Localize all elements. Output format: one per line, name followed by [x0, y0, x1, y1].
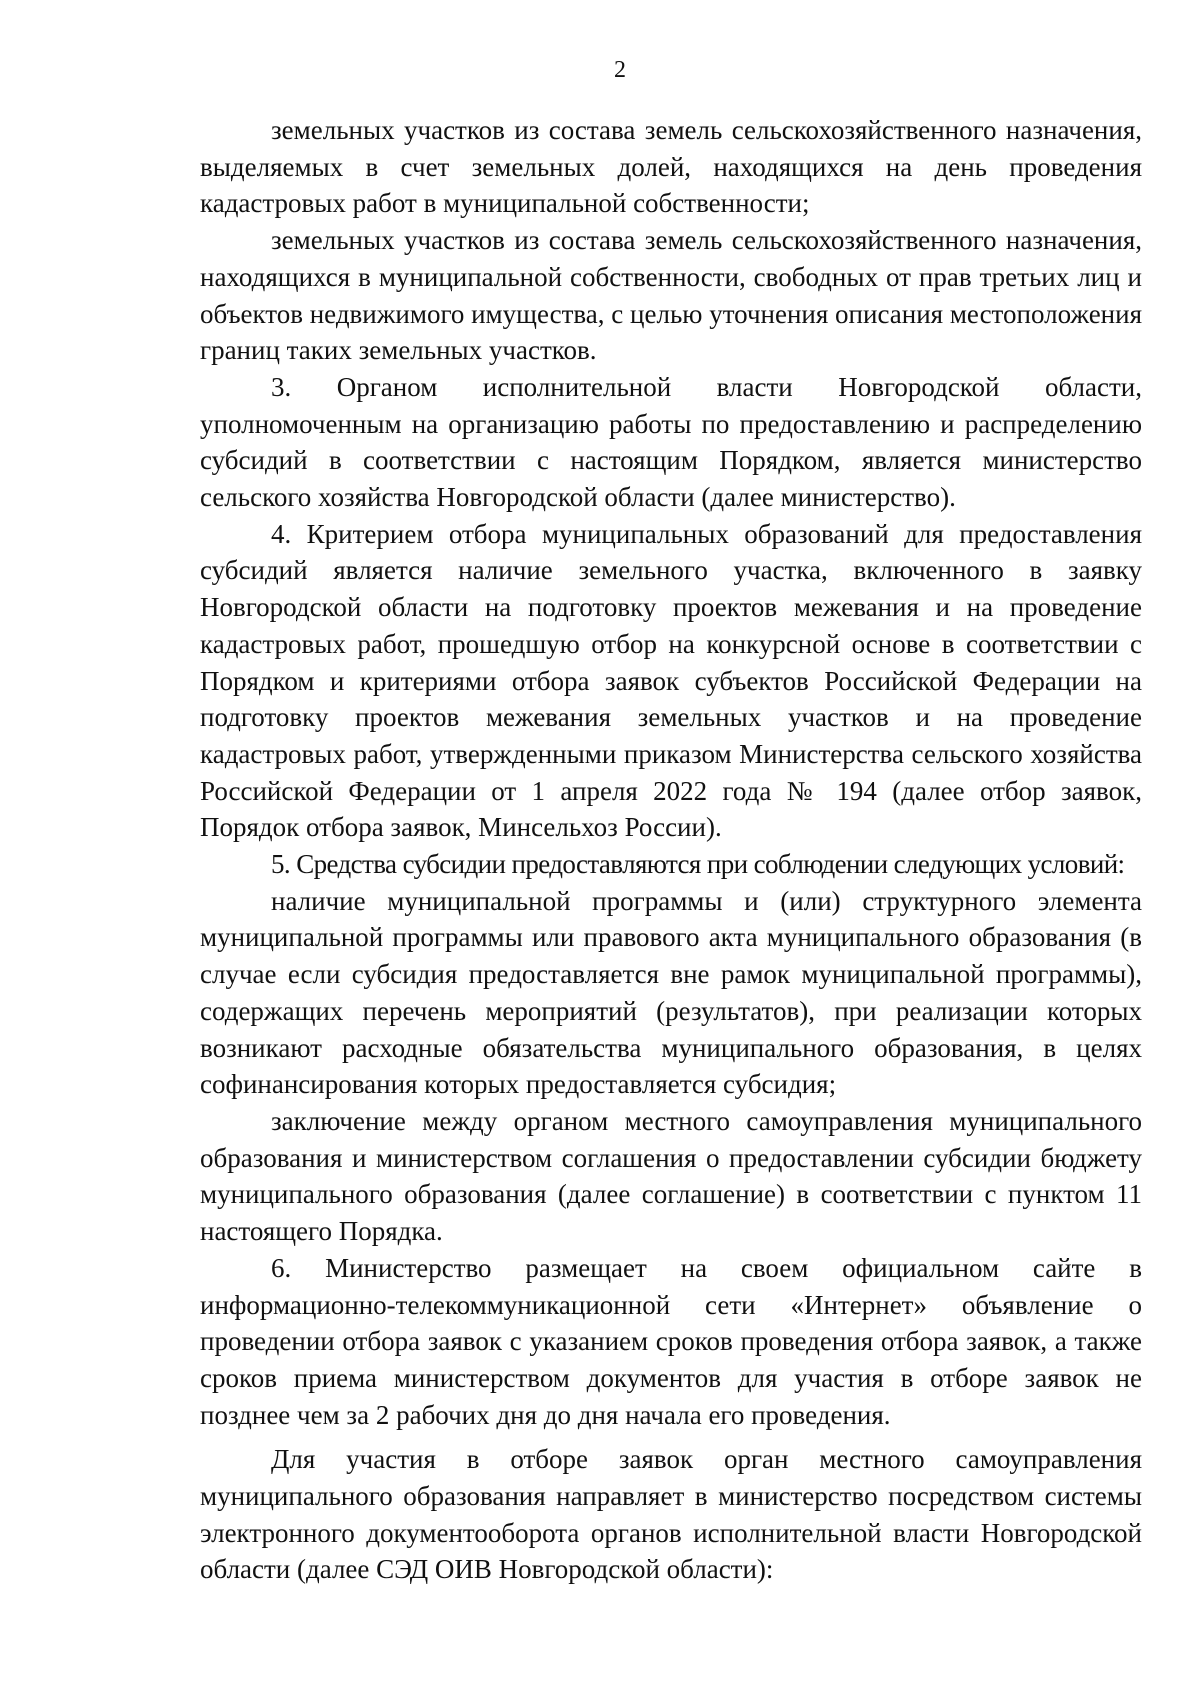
- paragraph-item-4-selection-criterion: 4. Критерием отбора муниципальных образований для предоставления субсидий является наличие земельного участка, включенного в заявку Новгородской области на подготовку проектов межевания и на проведение кадастровых работ, прошедшую отбор на конкурсной основе в соответствии с Порядком и критериями отбора заявок субъектов Российской Федерации на подготовку проектов межевания земельных участков и на проведение кадастровых работ, утвержденными приказом Министерства сельского хозяйства Российской Федерации от 1 апреля 2022 года № 194 (далее отбор заявок, Порядок отбора заявок, Минсельхоз России).: [200, 518, 1142, 843]
- paragraph-item-6-announcement: 6. Министерство размещает на своем официальном сайте в информационно-телекоммуникационной сети «Интернет» объявление о проведении отбора заявок с указанием сроков проведения отбора заявок, а также сроков приема министерством документов для участия в отборе заявок не позднее чем за 2 рабочих дня до дня начала его проведения.: [200, 1252, 1142, 1430]
- paragraph-condition-agreement: заключение между органом местного самоуправления муниципального образования и министерством соглашения о предоставлении субсидии бюджету муниципального образования (далее соглашение) в соответствии с пунктом 11 настоящего Порядка.: [200, 1105, 1142, 1247]
- paragraph-item-5-conditions: 5. Средства субсидии предоставляются при соблюдении следующих условий:: [271, 849, 1125, 880]
- paragraph-condition-municipal-program: наличие муниципальной программы и (или) структурного элемента муниципальной программы или правового акта муниципального образования (в случае если субсидия предоставляется вне рамок муниципальной программы), содержащих перечень мероприятий (результатов), при реализации которых возникают расходные обязательства муниципального образования, в целях софинансирования которых предоставляется субсидия;: [200, 885, 1142, 1100]
- paragraph-participation-documents: Для участия в отборе заявок орган местного самоуправления муниципального образования направляет в министерство посредством системы электронного документооборота органов исполнительной власти Новгородской области (далее СЭД ОИВ Новгородской области):: [200, 1444, 1142, 1585]
- paragraph-item-3-authorized-body: 3. Органом исполнительной власти Новгородской области, уполномоченным на организацию работы по предоставлению и распределению субсидий в соответствии с настоящим Порядком, является министерство сельского хозяйства Новгородской области (далее министерство).: [200, 371, 1142, 513]
- paragraph-land-plots-shares: земельных участков из состава земель сельскохозяйственного назначения, выделяемых в счет земельных долей, находящихся на день проведения кадастровых работ в муниципальной собственности;: [200, 115, 1142, 219]
- paragraph-land-plots-municipal: земельных участков из состава земель сельскохозяйственного назначения, находящихся в муниципальной собственности, свободных от прав третьих лиц и объектов недвижимого имущества, с целью уточнения описания местоположения границ таких земельных участков.: [200, 225, 1142, 366]
- page-number: 2: [614, 57, 626, 83]
- document-body: [200, 112, 1142, 1588]
